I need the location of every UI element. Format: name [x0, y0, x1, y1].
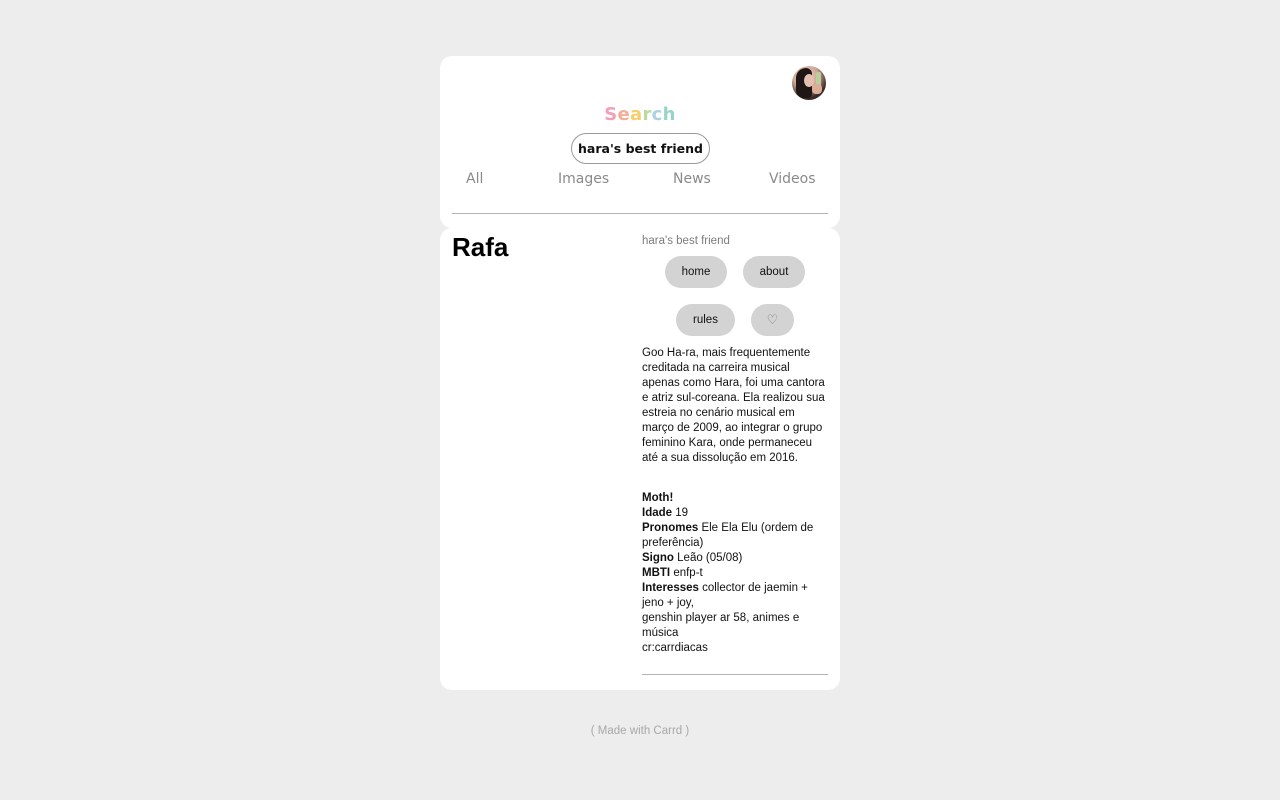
search-title-letter: e — [617, 104, 631, 125]
profile-sign: Signo Leão (05/08) — [642, 552, 743, 564]
search-title — [440, 104, 840, 125]
profile-pronouns: Pronomes Ele Ela Elu (ordem de preferência) — [642, 522, 814, 549]
tab-images[interactable]: Images — [558, 171, 610, 187]
rules-button[interactable]: rules — [676, 304, 735, 336]
home-button[interactable]: home — [665, 256, 727, 288]
page-title: Rafa — [452, 232, 509, 262]
search-input-value: hara's best friend — [578, 141, 703, 156]
search-title-letter: r — [642, 104, 652, 125]
heart-button[interactable] — [751, 304, 794, 336]
avatar[interactable] — [792, 66, 826, 100]
about-button[interactable]: about — [743, 256, 805, 288]
tab-videos[interactable]: Videos — [769, 171, 816, 187]
tab-news[interactable]: News — [673, 171, 711, 187]
divider — [642, 674, 828, 675]
made-with-carrd-link[interactable]: ( Made with Carrd ) — [590, 725, 690, 737]
profile-interests: Interesses collector de jaemin + jeno + joy, — [642, 582, 808, 609]
search-header-card — [440, 56, 840, 228]
search-title-letter: c — [651, 104, 663, 125]
search-title-letter: h — [662, 104, 676, 125]
profile-age: Idade 19 — [642, 507, 689, 519]
profile-credit: cr:carrdiacas — [642, 642, 708, 654]
profile-mbti: MBTI enfp-t — [642, 567, 703, 579]
profile-details — [642, 491, 828, 656]
avatar-hand-shape — [812, 84, 822, 94]
bio-text: Goo Ha-ra, mais frequentemente creditada na carreira musical apenas como Hara, foi uma cantora e atriz sul-coreana. Ela realizou sua estreia no cenário musical em março de 2009, ao integrar o grupo feminino Kara, onde permaneceu até a sua dissolução em 2016. — [642, 347, 825, 464]
search-title-letter: S — [604, 104, 618, 125]
divider — [452, 213, 828, 214]
search-input[interactable] — [571, 133, 710, 164]
heart-icon: ♡ — [766, 312, 779, 327]
search-title-letter: a — [630, 104, 643, 125]
profile-heading: Moth! — [642, 492, 674, 504]
profile-card — [440, 228, 840, 690]
search-tabs — [440, 171, 840, 191]
subtitle: hara's best friend — [642, 235, 730, 247]
profile-interests-line2: genshin player ar 58, animes e música — [642, 612, 800, 639]
tab-all[interactable]: All — [466, 171, 484, 187]
